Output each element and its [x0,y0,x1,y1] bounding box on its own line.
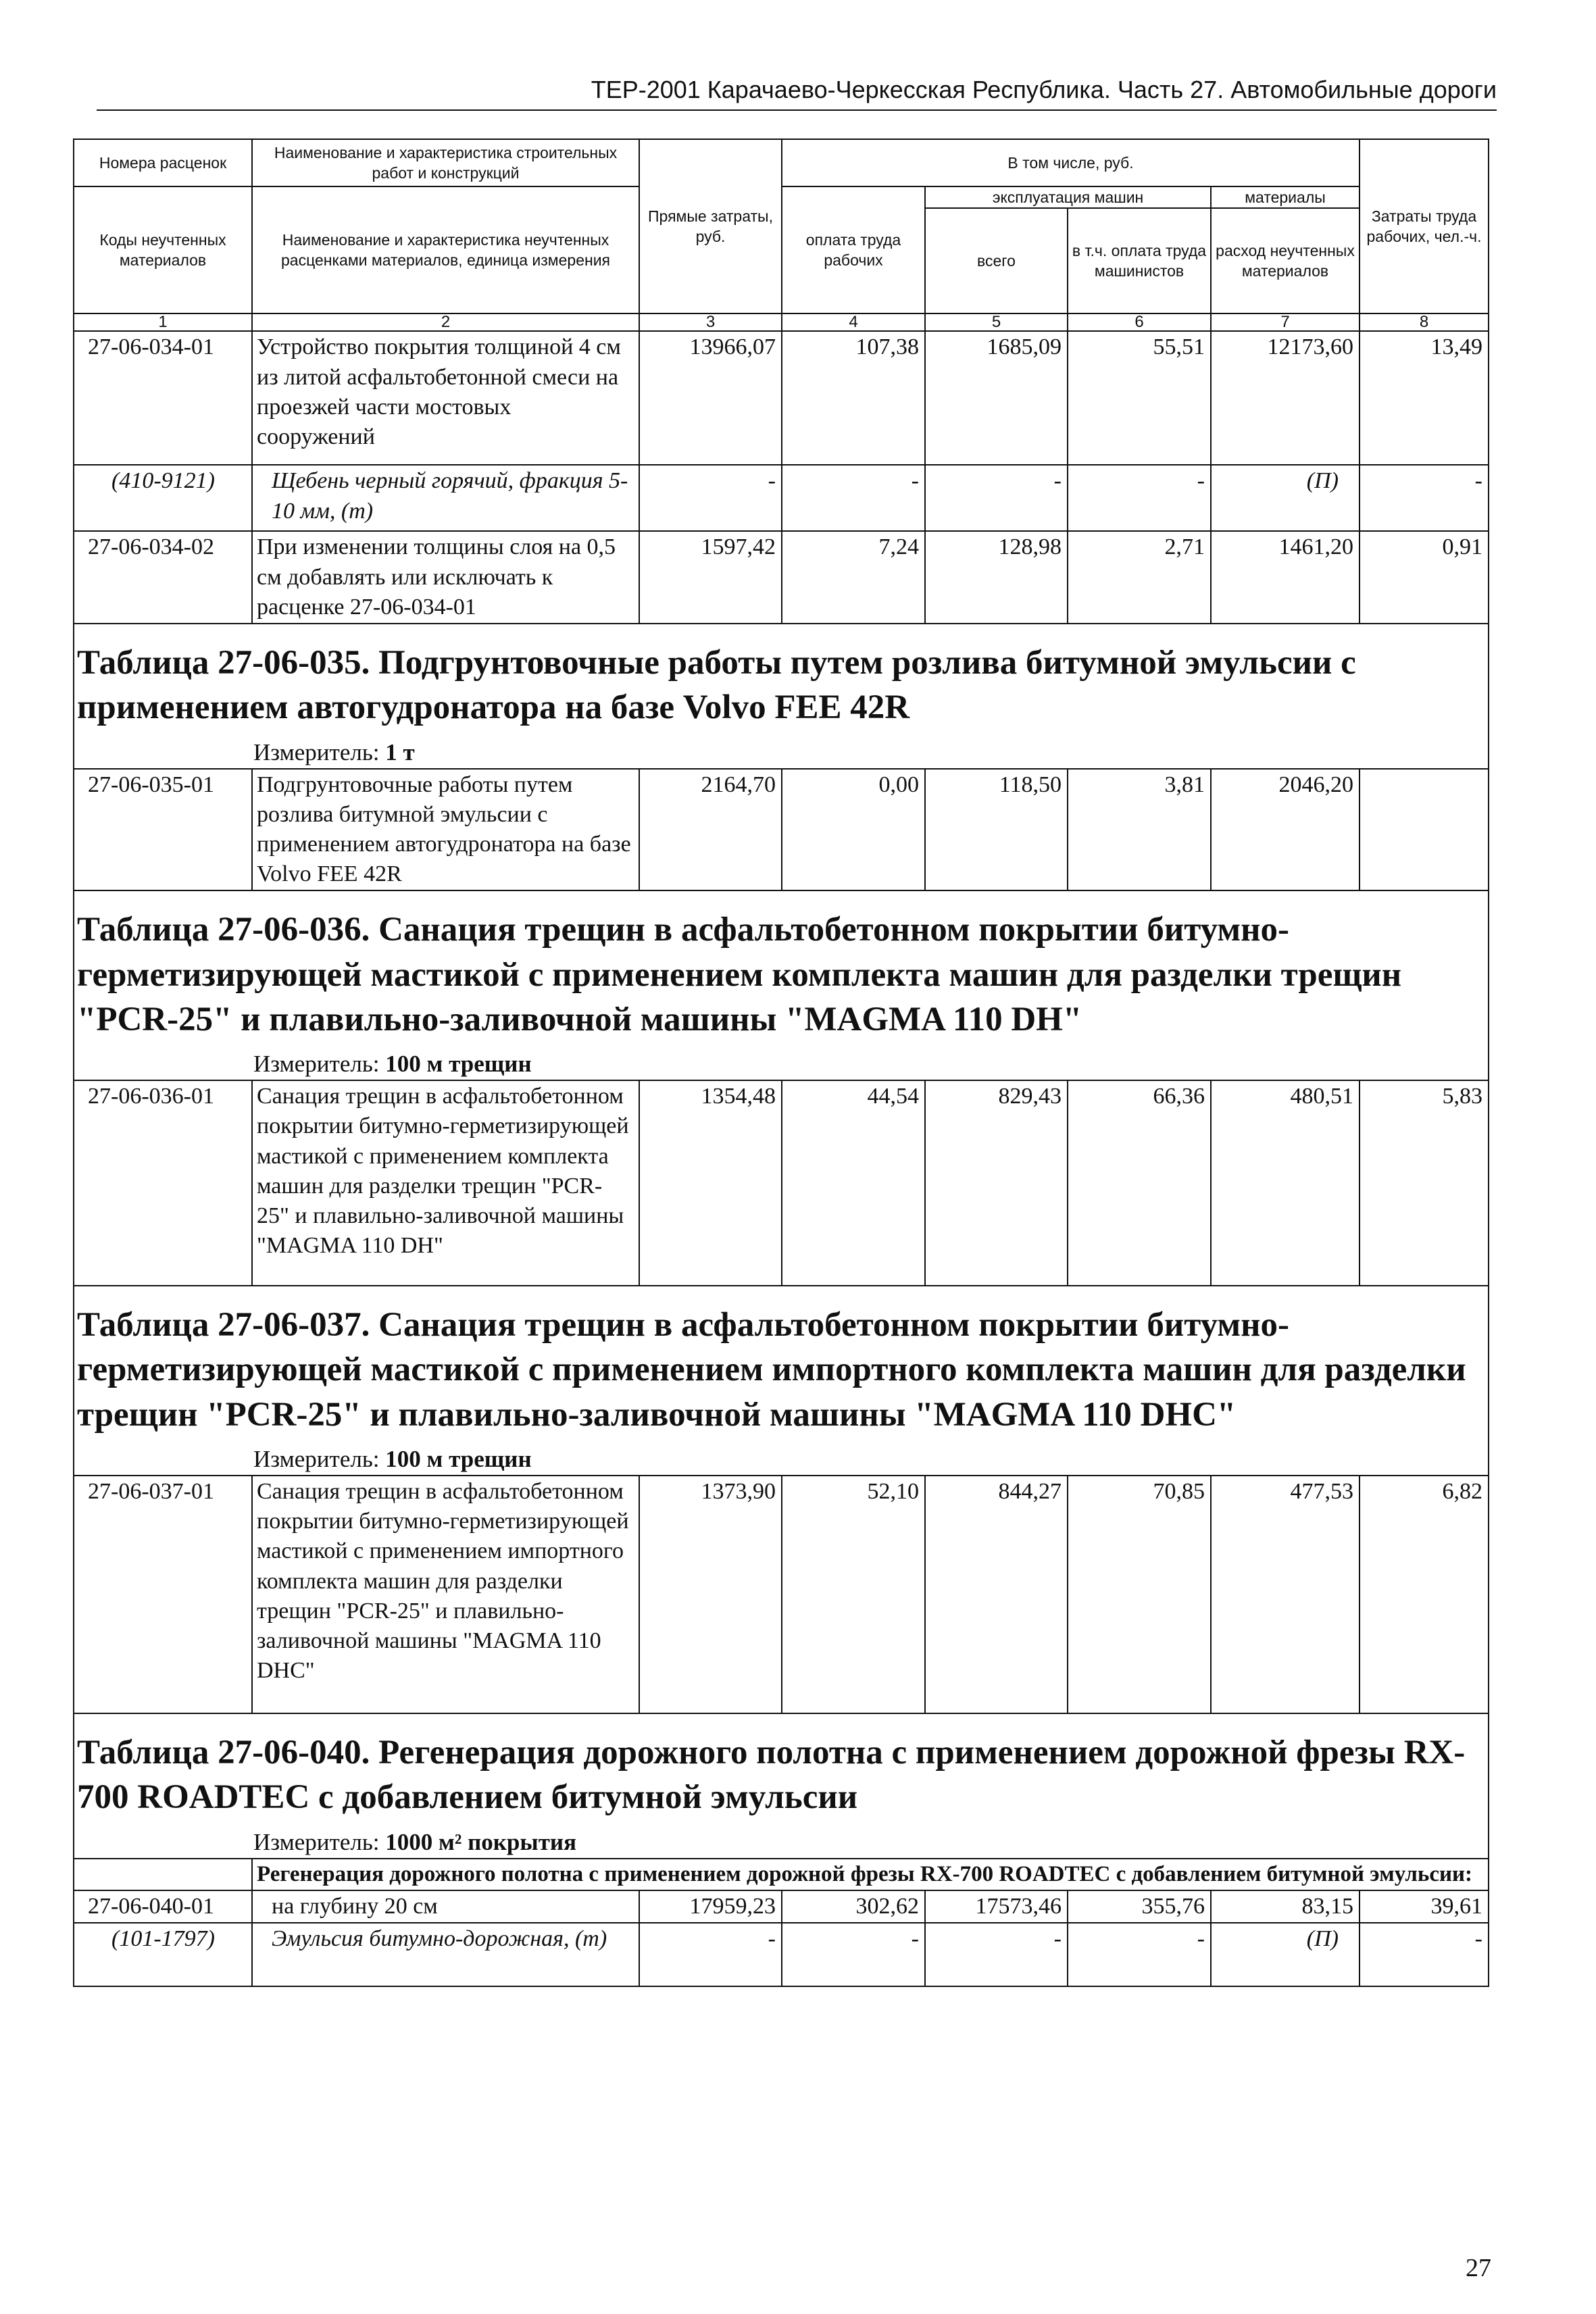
table-section-037 [74,1286,1489,1476]
materials-header: материалы [1211,186,1360,208]
labor-pay: 0,00 [782,769,925,891]
table-title-text: Регенерация дорожного полотна с применением дорожной фрезы RX-700 ROADTEC с добавлением битумной эмульсии [77,1734,1466,1817]
materials-cost: 477,53 [1211,1476,1360,1713]
direct-cost: 1354,48 [639,1080,782,1286]
measure-value: 100 м трещин [385,1446,532,1473]
materials-cost: 480,51 [1211,1080,1360,1286]
machinists-pay: 3,81 [1068,769,1211,891]
materials-cost: 83,15 [1211,1890,1360,1923]
col2-top-header: Наименование и характеристика строительных работ и конструкций [252,139,639,186]
table-title [74,1286,1488,1441]
col1-bottom-header: Коды неучтенных материалов [74,186,252,313]
col-num-7: 7 [1211,313,1360,331]
rate-code: 27-06-034-02 [74,531,252,624]
col-num-3: 3 [639,313,782,331]
table-title-text: Подгрунтовочные работы путем розлива битумной эмульсии с применением автогудронатора на базе Volvo FEE 42R [77,643,1356,727]
rates-table [73,139,1489,1987]
measure-value: 1 т [385,738,415,765]
material-row [74,465,1489,531]
page-number: 27 [1466,2254,1491,2282]
rate-code: 27-06-035-01 [74,769,252,891]
rate-code: 27-06-040-01 [74,1890,252,1923]
rate-name: Санация трещин в асфальтобетонном покрытии битумно-герметизирующей мастикой с применением комплекта машин для разделки трещин "PCR-25" и плавильно-заливочной машины "MAGMA 110 DH" [252,1080,639,1286]
labor-pay: - [782,465,925,531]
labor-hours: 6,82 [1360,1476,1489,1713]
labor-pay: 302,62 [782,1890,925,1923]
labor-hours: 39,61 [1360,1890,1489,1923]
table-title-text: Санация трещин в асфальтобетонном покрытии битумно-герметизирующей мастикой с применением импортного комплекта машин для разделки трещин "PCR-25" и плавильно-заливочной машины "MAGMA 110 DHC" [77,1306,1466,1434]
col4-header: оплата труда рабочих [782,186,925,313]
machines-header: эксплуатация машин [925,186,1211,208]
group-title: Регенерация дорожного полотна с применением дорожной фрезы RX-700 ROADTEC с добавлением битумной эмульсии: [252,1859,1489,1890]
material-name: Щебень черный горячий, фракция 5-10 мм, (т) [252,465,639,531]
measure-value: 100 м трещин [385,1051,532,1078]
col8-header: Затраты труда рабочих, чел.-ч. [1360,139,1489,313]
rate-name: Санация трещин в асфальтобетонном покрытии битумно-герметизирующей мастикой с применением импортного комплекта машин для разделки трещин "PCR-25" и плавильно-заливочной машины "MAGMA 110 DHC" [252,1476,639,1713]
col5-header: всего [925,208,1068,313]
labor-hours [1360,769,1489,891]
machinists-pay: 2,71 [1068,531,1211,624]
table-title [74,1714,1488,1824]
rate-code: 27-06-034-01 [74,331,252,465]
machinists-pay: 355,76 [1068,1890,1211,1923]
machines-total: 844,27 [925,1476,1068,1713]
rate-code: 27-06-036-01 [74,1080,252,1286]
table-section-040 [74,1713,1489,1859]
table-row [74,1890,1489,1923]
measure-label: Измеритель: [253,738,380,765]
col-num-6: 6 [1068,313,1211,331]
measure-value: 1000 м² покрытия [385,1828,577,1855]
direct-cost: - [639,465,782,531]
machines-total: - [925,1923,1068,1986]
col3-header: Прямые затраты, руб. [639,139,782,313]
materials-cost: 12173,60 [1211,331,1360,465]
materials-cost: 1461,20 [1211,531,1360,624]
labor-hours: 0,91 [1360,531,1489,624]
measure-unit [74,1824,1488,1858]
labor-hours: 13,49 [1360,331,1489,465]
measure-unit [74,1046,1488,1080]
measure-label: Измеритель: [253,1051,380,1078]
rate-name: на глубину 20 см [252,1890,639,1923]
direct-cost: 2164,70 [639,769,782,891]
rate-name: При изменении толщины слоя на 0,5 см добавлять или исключать к расценке 27-06-034-01 [252,531,639,624]
material-code: (410-9121) [74,465,252,531]
machinists-pay: - [1068,465,1211,531]
direct-cost: 13966,07 [639,331,782,465]
machines-total: 128,98 [925,531,1068,624]
col2-bottom-header: Наименование и характеристика неучтенных расценками материалов, единица измерения [252,186,639,313]
table-section-036 [74,890,1489,1080]
table-title [74,624,1488,734]
material-code: (101-1797) [74,1923,252,1986]
table-label: Таблица 27-06-040. [77,1734,370,1772]
table-label: Таблица 27-06-036. [77,911,370,949]
direct-cost: 17959,23 [639,1890,782,1923]
column-numbers-row [74,313,1489,331]
col6-header: в т.ч. оплата труда машинистов [1068,208,1211,313]
running-header [97,76,1497,111]
materials-cost: (П) [1211,465,1360,531]
col-num-2: 2 [252,313,639,331]
table-row [74,769,1489,891]
material-name: Эмульсия битумно-дорожная, (т) [252,1923,639,1986]
measure-unit [74,734,1488,768]
measure-label: Измеритель: [253,1446,380,1473]
rate-name: Устройство покрытия толщиной 4 см из литой асфальтобетонной смеси на проезжей части мостовых сооружений [252,331,639,465]
machinists-pay: 55,51 [1068,331,1211,465]
machinists-pay: 70,85 [1068,1476,1211,1713]
labor-pay: 107,38 [782,331,925,465]
materials-cost: 2046,20 [1211,769,1360,891]
rate-name: Подгрунтовочные работы путем розлива битумной эмульсии с применением автогудронатора на базе Volvo FEE 42R [252,769,639,891]
col-num-5: 5 [925,313,1068,331]
machines-total: 118,50 [925,769,1068,891]
col-num-4: 4 [782,313,925,331]
machines-total: - [925,465,1068,531]
col1-top-header: Номера расценок [74,139,252,186]
table-row [74,1476,1489,1713]
rate-code: 27-06-037-01 [74,1476,252,1713]
table-row [74,1080,1489,1286]
direct-cost: 1373,90 [639,1476,782,1713]
labor-pay: 52,10 [782,1476,925,1713]
group-title-row [74,1859,1489,1890]
table-label: Таблица 27-06-037. [77,1306,370,1344]
machinists-pay: 66,36 [1068,1080,1211,1286]
machinists-pay: - [1068,1923,1211,1986]
table-title [74,891,1488,1046]
labor-pay: 44,54 [782,1080,925,1286]
col7-header: расход неучтенных материалов [1211,208,1360,313]
machines-total: 17573,46 [925,1890,1068,1923]
machines-total: 829,43 [925,1080,1068,1286]
col-num-1: 1 [74,313,252,331]
labor-hours: 5,83 [1360,1080,1489,1286]
direct-cost: 1597,42 [639,531,782,624]
materials-cost: (П) [1211,1923,1360,1986]
labor-hours: - [1360,1923,1489,1986]
running-title: ТЕР-2001 Карачаево-Черкесская Республика. Часть 27. Автомобильные дороги [591,76,1497,103]
col-num-8: 8 [1360,313,1489,331]
measure-label: Измеритель: [253,1828,380,1855]
table-row [74,531,1489,624]
labor-pay: - [782,1923,925,1986]
included-header: В том числе, руб. [782,139,1360,186]
measure-unit [74,1441,1488,1475]
material-row [74,1923,1489,1986]
direct-cost: - [639,1923,782,1986]
table-section-035 [74,624,1489,769]
labor-hours: - [1360,465,1489,531]
table-title-text: Санация трещин в асфальтобетонном покрытии битумно-герметизирующей мастикой с применением комплекта машин для разделки трещин "PCR-25" и плавильно-заливочной машины "MAGMA 110 DH" [77,911,1402,1038]
table-label: Таблица 27-06-035. [77,643,370,682]
table-row [74,331,1489,465]
header-row-1 [74,139,1489,186]
machines-total: 1685,09 [925,331,1068,465]
labor-pay: 7,24 [782,531,925,624]
